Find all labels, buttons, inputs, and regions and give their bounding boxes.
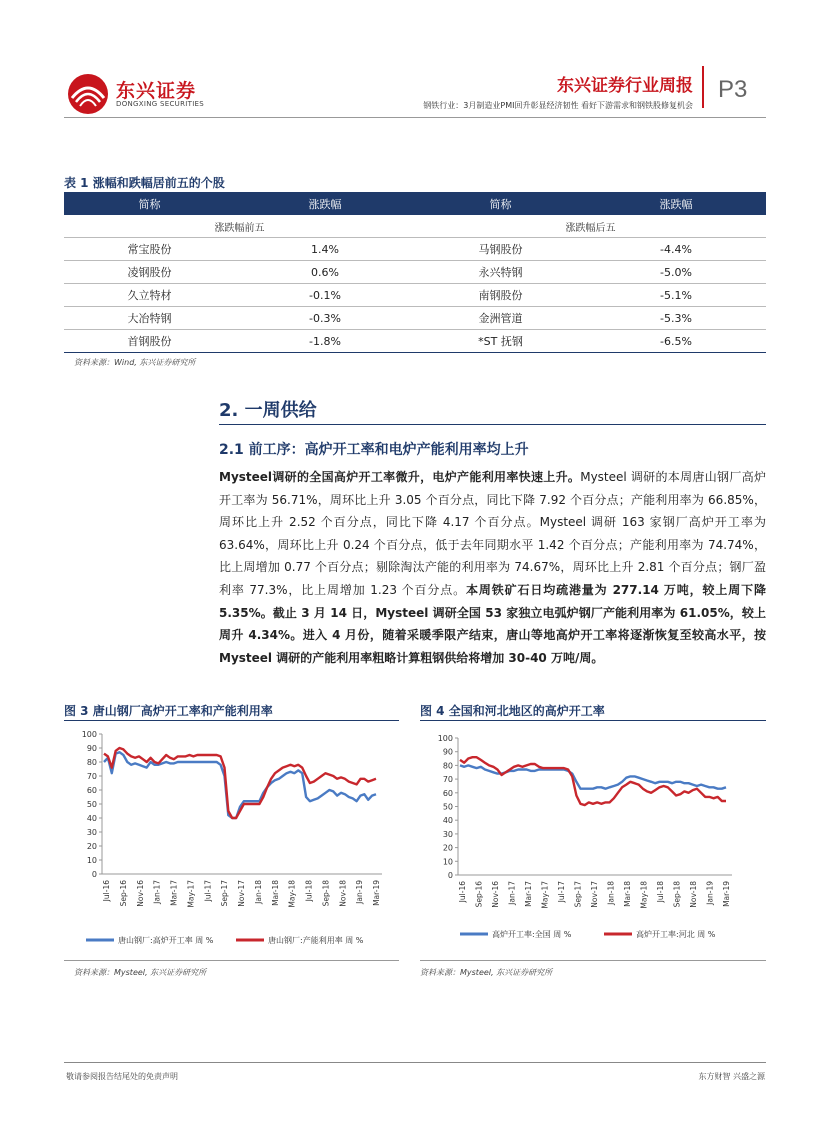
figure-3-bottom-rule [64,960,399,961]
figure-3-source: 资料来源：Mysteel, 东兴证券研究所 [74,968,207,977]
x-tick-label: Jan-17 [152,880,162,904]
page-number: P3 [718,76,748,103]
y-tick-label: 10 [86,856,97,865]
stock-change: -4.4% [586,238,766,261]
x-tick-label: Jan-19 [355,880,365,904]
table-title: 表 1 涨幅和跌幅居前五的个股 [64,176,225,190]
stock-name: 南钢股份 [415,284,586,307]
x-tick-label: Jul-16 [458,881,467,903]
legend-label: 高炉开工率:全国 周 % [492,930,572,939]
logo-text: 东兴证券 [116,80,197,102]
stock-name: 金洲管道 [415,307,586,330]
x-tick-label: Jul-17 [557,881,566,903]
table-header: 简称 [415,192,586,215]
stock-change: -5.3% [586,307,766,330]
x-tick-label: Jul-17 [203,880,213,902]
figure-3-title: 图 3 唐山钢厂高炉开工率和产能利用率 [64,704,273,718]
stock-change: -0.3% [235,307,415,330]
x-tick-label: Nov-18 [338,880,348,907]
y-tick-label: 70 [442,775,453,785]
logo-subtext: DONGXING SECURITIES [116,100,205,108]
figure-4-chart [420,722,766,960]
x-tick-label: Jan-17 [507,881,517,905]
figure-3-rule [64,720,399,721]
y-tick-label: 0 [447,871,453,880]
stock-name: 大冶特钢 [64,307,235,330]
body-paragraph [219,466,766,669]
y-tick-label: 80 [86,758,97,767]
x-tick-label: May-17 [186,880,196,908]
footer-slogan: 东方财智 兴盛之源 [698,1072,765,1081]
table-row [64,238,766,261]
x-tick-label: Jul-16 [102,880,111,902]
table-header: 涨跌幅 [586,192,766,215]
header-rule [64,117,766,118]
x-tick-label: Sep-17 [573,881,583,908]
x-tick-label: Sep-16 [474,881,484,908]
stock-name: 永兴特钢 [415,261,586,284]
series-line [460,757,726,805]
table-row [64,261,766,284]
section-title: 2. 一周供给 [219,400,317,421]
table-row [64,330,766,353]
stock-change-table [64,192,766,353]
y-tick-label: 20 [86,842,97,851]
x-tick-label: Mar-17 [524,881,533,907]
stock-change: 1.4% [235,238,415,261]
x-tick-label: Nov-17 [590,881,599,908]
header-divider [702,66,704,108]
x-tick-label: Sep-16 [118,880,128,907]
table-group-label: 涨跌幅前五 [64,215,415,238]
x-tick-label: Mar-17 [169,880,179,906]
figure-3-chart [64,722,399,960]
footer-disclaimer: 敬请参阅报告结尾处的免责声明 [66,1072,178,1081]
x-tick-label: Nov-18 [689,881,698,908]
stock-name: 凌钢股份 [64,261,235,284]
stock-change: -5.0% [586,261,766,284]
y-tick-label: 40 [86,814,97,823]
table-row [64,284,766,307]
x-tick-label: Jan-18 [606,881,616,905]
paragraph-emphasis: 本周铁矿石日均疏港量为 277.14 万吨，较上周下降 5.35%。截止 3 月 14 日，Mysteel 调研全国 53 家独立电弧炉钢厂产能利用率为 61.05%，较上周升 4.34%。进入 4 月份，随着采暖季限产结束，唐山等地高炉开工率将逐渐恢复至较高水平，按 Mysteel 调研的产能利用率粗略计算粗钢供给将增加 30-40 万吨/周。 [219,582,766,665]
y-tick-label: 60 [442,788,453,798]
x-tick-label: May-18 [639,881,649,909]
stock-name: 常宝股份 [64,238,235,261]
stock-name: 久立特材 [64,284,235,307]
y-tick-label: 20 [442,843,453,853]
x-tick-label: Sep-18 [672,881,682,908]
stock-change: -1.8% [235,330,415,353]
report-subtitle: 钢铁行业：3月制造业PMI回升彰显经济韧性 看好下游需求和钢铁股修复机会 [423,101,693,110]
x-tick-label: Sep-17 [220,880,230,907]
legend-label: 高炉开工率:河北 周 % [636,930,716,939]
y-tick-label: 100 [81,730,97,739]
x-tick-label: Nov-17 [237,880,246,907]
stock-change: -6.5% [586,330,766,353]
y-tick-label: 50 [86,800,97,809]
legend-label: 唐山钢厂:产能利用率 周 % [268,936,364,945]
x-tick-label: Mar-19 [372,880,381,906]
x-tick-label: Nov-16 [135,880,145,907]
y-tick-label: 30 [86,828,97,837]
figure-4-title: 图 4 全国和河北地区的高炉开工率 [420,704,605,718]
x-tick-label: Sep-18 [321,880,331,907]
x-tick-label: Mar-19 [722,881,731,907]
stock-name: 马钢股份 [415,238,586,261]
y-tick-label: 40 [442,816,453,826]
x-tick-label: Jan-18 [253,880,263,904]
section-rule [219,424,766,425]
paragraph-text: Mysteel 调研的本周唐山钢厂高炉开工率为 56.71%，周环比上升 3.05 个百分点，同比下降 7.92 个百分点；产能利用率为 66.85%，周环比上升 2.52 个百分点，同比下降 4.17 个百分点。Mysteel 调研 163 家钢厂高炉开工率为 63.64%，周环比上升 0.24 个百分点，低于去年同期水平 1.42 个百分点；产能利用率为 74.74%，比上周增加 0.77 个百分点；剔除淘汰产能的利用率为 74.67%，周环比上升 2.81 个百分点；钢厂盈利率 77.3%，比上周增加 1.23 个百分点。 [219,470,767,597]
stock-name: *ST 抚钢 [415,330,586,353]
x-tick-label: May-18 [287,880,297,908]
x-tick-label: Jul-18 [656,881,665,903]
y-tick-label: 30 [442,829,453,839]
y-tick-label: 80 [442,761,453,771]
table-row [64,307,766,330]
x-tick-label: Nov-16 [491,881,500,908]
x-tick-label: May-17 [540,881,550,909]
figure-4-bottom-rule [420,960,766,961]
stock-change: -0.1% [235,284,415,307]
y-tick-label: 60 [86,786,97,795]
x-tick-label: Jan-19 [705,881,715,905]
series-line [460,765,726,788]
y-tick-label: 90 [86,744,97,753]
table-group-label: 涨跌幅后五 [415,215,766,238]
figure-4-source: 资料来源：Mysteel, 东兴证券研究所 [420,968,553,977]
y-tick-label: 70 [86,772,97,781]
y-tick-label: 100 [437,734,453,743]
x-tick-label: Jul-18 [304,880,314,902]
paragraph-lead: Mysteel调研的全国高炉开工率微升，电炉产能利用率快速上升。 [219,470,581,484]
y-tick-label: 10 [442,857,453,867]
y-tick-label: 0 [91,870,97,879]
table-source: 资料来源：Wind, 东兴证券研究所 [74,358,196,367]
stock-change: 0.6% [235,261,415,284]
y-tick-label: 50 [442,802,453,812]
subsection-title: 2.1 前工序：高炉开工率和电炉产能利用率均上升 [219,442,529,458]
report-brand-title: 东兴证券行业周报 [557,76,693,96]
table-header: 简称 [64,192,235,215]
legend-label: 唐山钢厂:高炉开工率 周 % [118,936,214,945]
figure-4-rule [420,720,766,721]
stock-name: 首钢股份 [64,330,235,353]
stock-change: -5.1% [586,284,766,307]
footer-rule [64,1062,766,1063]
y-tick-label: 90 [442,747,453,757]
table-header: 涨跌幅 [235,192,415,215]
company-logo [66,72,110,120]
x-tick-label: Mar-18 [270,880,280,906]
x-tick-label: Mar-18 [623,881,632,907]
